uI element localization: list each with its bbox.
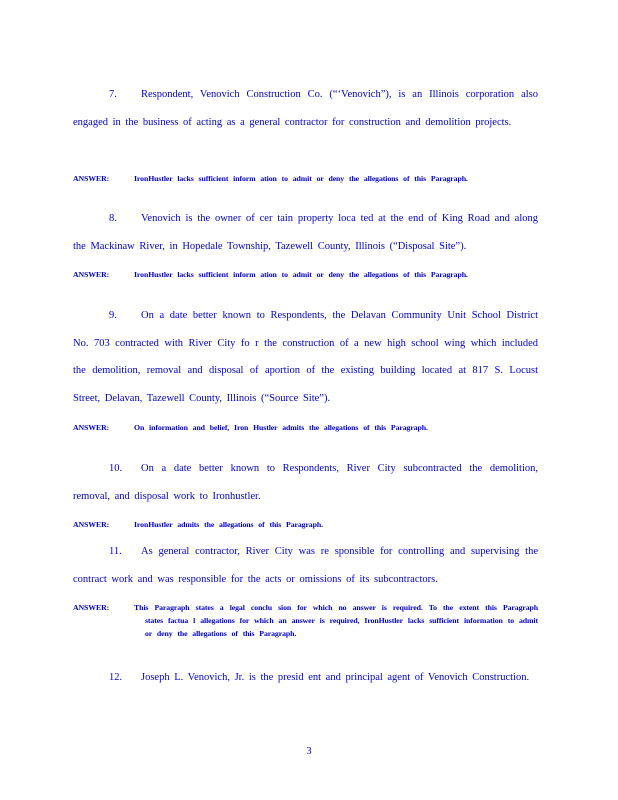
- paragraph-number: 9.: [109, 310, 117, 321]
- paragraph-8: [73, 205, 538, 260]
- paragraph-number: 12.: [109, 672, 123, 683]
- answer-text: IronHustler lacks sufficient inform ation to admit or deny the allegations of this Paragraph.: [134, 270, 468, 279]
- answer-text: IronHustler lacks sufficient inform ation to admit or deny the allegations of this Paragraph.: [134, 174, 468, 183]
- paragraph-number: 8.: [109, 213, 117, 224]
- answer-9: [73, 421, 538, 434]
- paragraph-text: On a date better known to Respondents, River City subcontracted the demolition, removal, and disposal work to Ironhustler.: [73, 463, 538, 502]
- paragraph-10: [73, 455, 538, 510]
- paragraph-number: 11.: [109, 546, 122, 557]
- paragraph-text: As general contractor, River City was re sponsible for controlling and supervising the contract work and was responsible for the acts or omissions of its subcontractors.: [73, 546, 538, 585]
- paragraph-7: [73, 81, 538, 136]
- answer-text: This Paragraph states a legal conclu sion for which no answer is required. To the extent this Paragraph states factua l allegations for which an answer is required, IronHustler lacks sufficient information to admit or deny the allegations of this Paragraph.: [134, 603, 538, 638]
- answer-7: [73, 172, 538, 185]
- answer-label: ANSWER:: [73, 520, 110, 529]
- paragraph-text: Venovich is the owner of cer tain property loca ted at the end of King Road and along the Mackinaw River, in Hopedale Township, Tazewell County, Illinois (“Disposal Site”).: [73, 213, 538, 252]
- answer-label: ANSWER:: [73, 603, 110, 612]
- answer-label: ANSWER:: [73, 174, 110, 183]
- paragraph-12: [73, 664, 538, 692]
- paragraph-text: Joseph L. Venovich, Jr. is the presid ent and principal agent of Venovich Construction.: [141, 672, 530, 683]
- page-number: 3: [306, 746, 312, 757]
- paragraph-11: [73, 538, 538, 593]
- paragraph-number: 7.: [109, 89, 117, 100]
- paragraph-9: [73, 302, 538, 412]
- answer-text: IronHustler admits the allegations of this Paragraph.: [134, 520, 323, 529]
- paragraph-text: Respondent, Venovich Construction Co. (“‘Venovich”), is an Illinois corporation also engaged in the business of acting as a general contractor for construction and demolition projects.: [73, 89, 538, 128]
- answer-text: On information and belief, Iron Hustler admits the allegations of this Paragraph.: [134, 423, 428, 432]
- answer-10: [73, 518, 538, 531]
- answer-label: ANSWER:: [73, 423, 110, 432]
- answer-8: [73, 268, 538, 281]
- paragraph-number: 10.: [109, 463, 123, 474]
- paragraph-text: On a date better known to Respondents, the Delavan Community Unit School District No. 703 contracted with River City fo r the construction of a new high school wing which included the demolition, removal and disposal of aportion of the existing building located at 817 S. Locust Street, Delavan, Tazewell County, Illinois (“Source Site”).: [73, 310, 538, 404]
- answer-label: ANSWER:: [73, 270, 110, 279]
- answer-11: [73, 601, 538, 640]
